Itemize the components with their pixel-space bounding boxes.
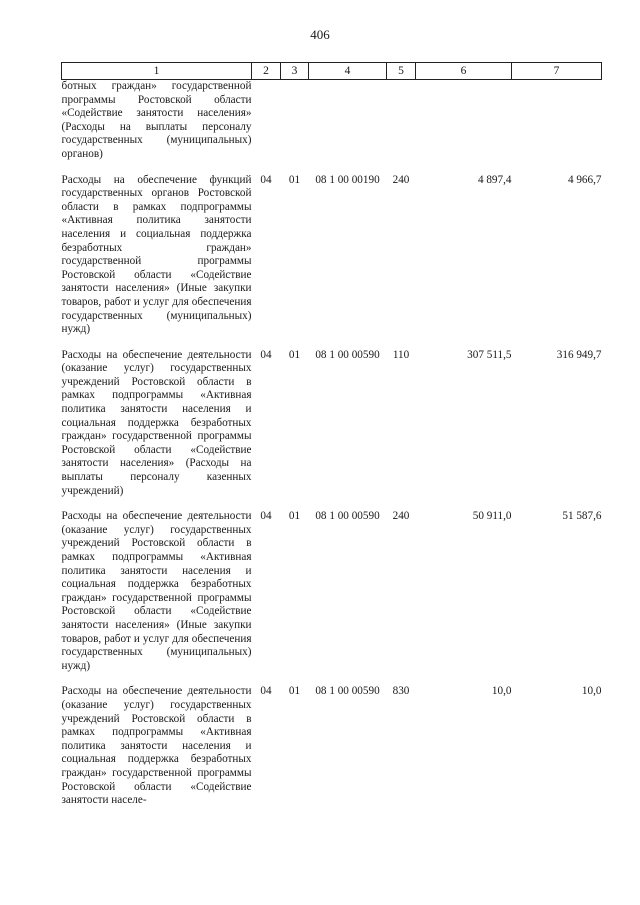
column-header: 7 [512, 63, 602, 80]
expense-description: Расходы на обеспечение деятельности (оказание услуг) государственных учреждений Ростовской области в рамках подпрограммы «Активная политика занятости населения и социальная поддержка безработных граждан» государственной программы Ростовской области «Содействие занятости населе- [61, 685, 252, 807]
column-header: 6 [416, 63, 512, 80]
column-header: 2 [252, 63, 281, 80]
subsection-code: 01 [288, 510, 301, 523]
expense-type-code: 110 [392, 348, 410, 361]
expense-type-code: 240 [392, 510, 410, 523]
target-article-code: 08 1 00 00190 [315, 173, 380, 186]
expense-type-code: 830 [392, 685, 410, 698]
section-code: 04 [260, 348, 272, 361]
amount-year-1 [416, 80, 512, 162]
table-row [62, 498, 602, 673]
table-row [62, 337, 602, 499]
amount-year-2: 4 966,7 [567, 173, 602, 186]
amount-year-1: 4 897,4 [477, 173, 512, 186]
section-code: 04 [260, 173, 272, 186]
section-code: 04 [260, 685, 272, 698]
amount-year-2 [512, 80, 602, 162]
amount-year-2: 51 587,6 [562, 510, 602, 523]
table-row [62, 673, 602, 807]
amount-year-2: 316 949,7 [556, 348, 602, 361]
section-code [252, 80, 281, 162]
amount-year-1: 50 911,0 [472, 510, 512, 523]
subsection-code: 01 [288, 685, 301, 698]
subsection-code: 01 [288, 348, 301, 361]
amount-year-1: 10,0 [491, 685, 512, 698]
column-header: 3 [281, 63, 309, 80]
amount-year-2: 10,0 [581, 685, 602, 698]
expense-description: Расходы на обеспечение деятельности (оказание услуг) государственных учреждений Ростовской области в рамках подпрограммы «Активная политика занятости населения и социальная поддержка безработных граждан» государственной программы Ростовской области «Содействие занятости населения» (Иные закупки товаров, работ и услуг для обеспечения государственных (муниципальных) нужд) [61, 510, 252, 672]
page-number: 406 [310, 27, 330, 42]
expense-type-code [387, 80, 416, 162]
subsection-code [281, 80, 309, 162]
target-article-code: 08 1 00 00590 [315, 685, 380, 698]
target-article-code: 08 1 00 00590 [315, 348, 380, 361]
budget-table [61, 62, 602, 808]
target-article-code: 08 1 00 00590 [315, 510, 380, 523]
column-header: 4 [309, 63, 387, 80]
subsection-code: 01 [288, 173, 301, 186]
expense-description: Расходы на обеспечение деятельности (оказание услуг) государственных учреждений Ростовской области в рамках подпрограммы «Активная политика занятости населения и социальная поддержка безработных граждан» государственной программы Ростовской области «Содействие занятости населения» (Расходы на выплаты персоналу казенных учреждений) [61, 348, 252, 497]
column-number-header [62, 63, 602, 80]
amount-year-1: 307 511,5 [467, 348, 512, 361]
table-row [62, 162, 602, 337]
table-row [62, 80, 602, 162]
expense-type-code: 240 [392, 173, 410, 186]
column-header: 1 [62, 63, 252, 80]
target-article-code [309, 80, 387, 162]
section-code: 04 [260, 510, 272, 523]
column-header: 5 [387, 63, 416, 80]
expense-description: ботных граждан» государственной программы Ростовской области «Содействие занятости населения» (Расходы на выплаты персоналу государственных (муниципальных) органов) [61, 80, 252, 160]
expense-description: Расходы на обеспечение функций государственных органов Ростовской области в рамках подпрограммы «Активная политика занятости населения и социальная поддержка безработных граждан» государственной программы Ростовской области «Содействие занятости населения» (Иные закупки товаров, работ и услуг для обеспечения государственных (муниципальных) нужд) [61, 173, 252, 336]
